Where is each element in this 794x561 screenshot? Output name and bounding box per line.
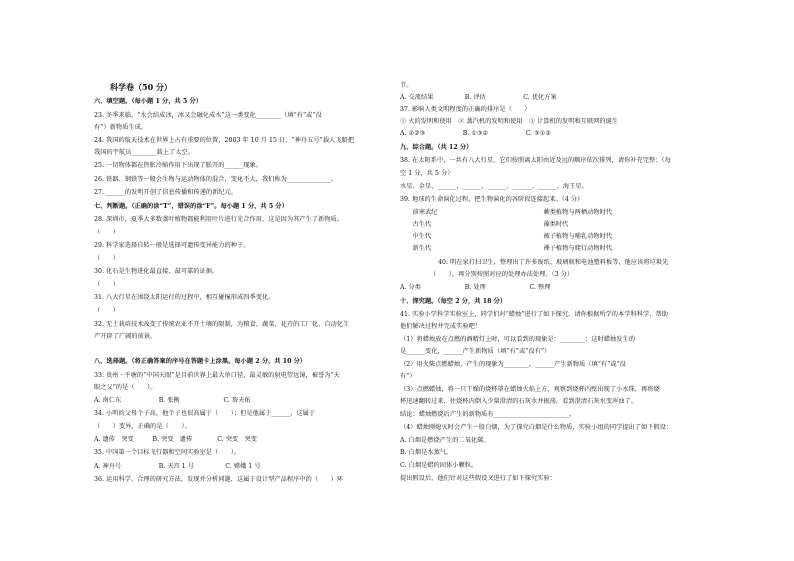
text-line: 23. 冬季来临，“水会结成冰，冰又会融化成水”这一类变化________（填“有”或“没 — [94, 112, 322, 119]
text-line: 25. 一切物体都在热胀冷缩作用下出现了胀开的______现象。 — [94, 162, 263, 169]
text-line: B. 白烟是水蒸气。 — [400, 449, 453, 456]
section-heading: 十、探究题。（每空 2 分，共 18 分） — [400, 298, 507, 305]
text-line: 37. 影响人类文明程度的正确的排序是（ ） — [400, 106, 531, 113]
text-line: C. 白烟是蜡的固体小颗粒。 — [400, 462, 478, 469]
text-line: ① 火的发明和使用 ② 蒸汽机的发明和使用 ③ 计算机的发明和互联网的诞生 — [400, 118, 619, 125]
text-line: 39. 地球的生命演化过程，把生物演化的各阶段连接起来。（4 分） — [400, 196, 584, 203]
text-line: 32. 无土栽培技术改变了传统农业不开土壤的限制，为粮食、蔬菜、花卉的工厂化、自动化生 — [94, 321, 350, 328]
text-line: A. 交流结果 B. 评估 C. 优化方案 — [400, 94, 557, 101]
text-line: A. 南仁东 B. 张衡 C. 詹天佑 — [94, 397, 251, 404]
text-line: （ ）变异，正确的是（ ）。 — [94, 423, 191, 430]
text-line: （1）将蜡烛放在点燃的酒精灯上时，可以看到的现象是：________；这时蜡烛发生的 — [400, 336, 635, 343]
text-line: A. 神舟号 B. 天宫 1 号 C. 嫦娥 1 号 — [94, 463, 261, 470]
text-line: 24. 我国的航天技术在世界上占有重要的位置，2003 年 10 月 15 日，“神舟五号”载人飞船把 — [94, 137, 355, 144]
text-line: （ ） — [94, 229, 119, 236]
text-line: 节。 — [400, 82, 413, 89]
text-line: 有”）新物质生成。 — [94, 124, 148, 131]
text-line: A. 白烟是燃烧产生的二氧化碳。 — [400, 437, 490, 444]
text-line: A. 分类 B. 处理 C. 整理 — [400, 284, 551, 291]
text-line: （2）用火柴点燃蜡烛，产生的现象为________，______产生新物质（填“有”或“没 — [400, 361, 627, 368]
text-line: 38. 在太阳系中，一共有八大行星，它们按照离太阳由近及远的顺序依次排列，请你补充完整：（每 — [400, 157, 671, 164]
text-line: 产开辟了广阔的前景。 — [94, 333, 157, 340]
text-line: 29. 科学家选择自转一般是选择可遗传变异能力的种子。 — [94, 242, 250, 249]
text-line: 30. 化石是生物进化最直接、最可靠的证据。 — [94, 268, 219, 275]
text-line: 41. 实验小学科学实验室上，同学们对“蜡烛”进行了如下探究，请你根据所学的本学科科学，帮助 — [400, 311, 668, 318]
text-line: 31. 八大行星在围绕太阳运行的过程中，相互碰撞形成四季变化。 — [94, 294, 275, 301]
section-heading: 九、综合题。（共 12 分） — [400, 144, 473, 151]
text-line: 是______变化，______产生新物质（填“有”或“没有”） — [400, 348, 551, 355]
text-line: （ ） — [94, 281, 119, 288]
text-line: 中生代 被子植物与哺乳动物时代 — [400, 233, 613, 240]
text-line: 我国的宇航员________载上了太空。 — [94, 149, 194, 156]
text-line: （ ） — [94, 255, 119, 262]
text-line: 新生代 裸子植物与爬行动物时代 — [400, 245, 613, 252]
text-line: 26. 铁器、钢铁等一般会生物与运动物体的混合，变化不大，我们称为______________。 — [94, 176, 338, 183]
section-heading: 七、判断题。（正确的涂“T”，错误的涂“F”。每小题 1 分，共 5 分） — [94, 203, 288, 210]
section-heading: 六、填空题。（每小题 1 分，共 5 分） — [94, 98, 202, 105]
text-line: 前寒武纪 蕨类植物与两栖动物时代 — [400, 209, 613, 216]
text-line: 35. 中国第一个目标飞行器和空间实验室是（ ）。 — [94, 449, 241, 456]
text-line: （4）蜡烛刚熄灭时会产生一股白烟，为了探究白烟是什么物质，实验小组的同学提出了如下假设： — [400, 424, 673, 431]
section-heading: 八、选择题。（将正确答案的序号在答题卡上涂黑。每小题 2 分，共 10 分） — [94, 358, 307, 365]
text-line: 结论：蜡烛燃烧后产生的新物质有________________________。 — [400, 411, 576, 418]
text-line: （ ） — [94, 307, 119, 314]
text-line: 杯迅速翻转过来，往烧杯内倒入少量澄清的石灰水并振荡，看到澄清石灰水变浑浊了。 — [400, 398, 638, 405]
text-line: 34. 小明的父母个子高，他个子也很高属于（ ）；但是他属于______，这属于 — [94, 410, 316, 417]
text-line: 40. 明在家打扫卫生，整理出了许多废纸、玻璃瓶和电池塑料板等，他应该将垃圾先 — [438, 259, 669, 266]
text-line: （ ），再分别按照对应的处理办法处理。（3 分） — [430, 271, 574, 278]
text-line: 水星、金星、______、______、______、______、______、海王星。 — [400, 183, 588, 190]
text-line: 古生代 藻类时代 — [400, 221, 569, 228]
text-line: A. ①②③ B. ①③② C. ③①② — [400, 130, 552, 137]
text-line: 提出假设后，他们针对这些假设又进行了如下探究实验： — [400, 475, 556, 482]
text-line: （3）点燃蜡烛，将一只干燥的烧杯罩在蜡烛火焰上方，观察到烧杯内壁出现了小水珠，再将烧 — [400, 386, 660, 393]
text-line: 空 1 分，共 5 分） — [400, 170, 454, 177]
text-line: 他们解决过程并完成实验吧！ — [400, 323, 482, 330]
text-line: A. 遗传 突变 B. 突变 遗传 C. 突变 突变 — [94, 436, 258, 443]
text-line: 有”） — [400, 373, 416, 380]
text-line: 28. 深圳市，夏季大多数蒸叶植物都能利用叶片进行光合作用，这是因为其产生了新物质。 — [94, 216, 344, 223]
page-title: 科学卷（50 分） — [110, 82, 172, 92]
text-line: 33. 贵州 · 平塘的“中国天眼”是目前世界上最大单口径、最灵敏的射电望远镜，被誉为“天 — [94, 372, 341, 379]
text-line: 36. 运用科学、合理的研究方法，发现并分析问题，这属于设计型产品程序中的（ ）环 — [94, 476, 344, 483]
text-line: 眼之父”的是（ ）。 — [94, 384, 157, 391]
text-line: 27. ______的发明开创了信息传播和传递的新纪元。 — [94, 189, 238, 196]
